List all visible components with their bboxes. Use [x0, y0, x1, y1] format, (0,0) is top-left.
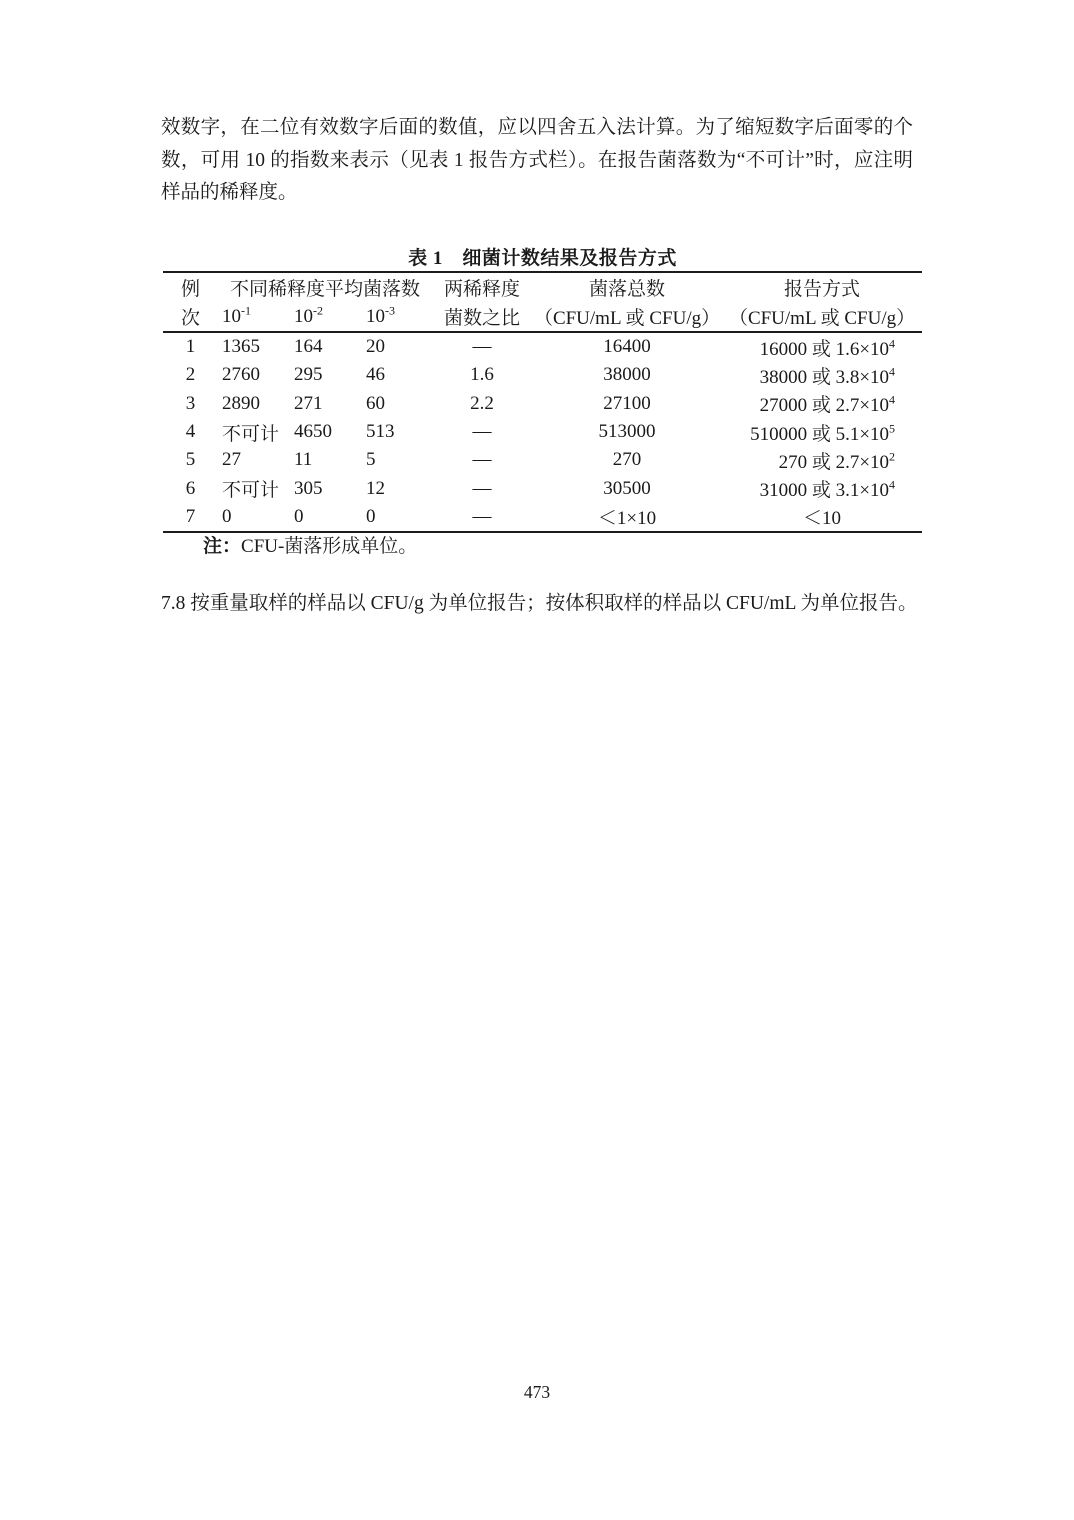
cell-total: 513000 — [598, 421, 656, 443]
cell-total: 270 — [612, 449, 642, 471]
cell-dilution-1: 27 — [222, 449, 241, 471]
header-example-line2: 次 — [163, 302, 218, 332]
cell-total: 30500 — [603, 477, 651, 499]
cell-example-no: 3 — [185, 392, 196, 414]
report-base: 27000 或 2.7×10 — [759, 395, 890, 417]
dilution-2-base: 10 — [294, 305, 313, 327]
header-ratio-line2: 菌数之比 — [432, 302, 532, 332]
dilution-1-base: 10 — [222, 305, 241, 327]
report-exponent: 5 — [889, 421, 896, 436]
note-text: CFU-菌落形成单位。 — [241, 536, 418, 557]
cell-dilution-1: 不可计 — [222, 480, 280, 502]
cell-ratio: — — [432, 503, 532, 532]
cell-total: 16400 — [603, 336, 651, 358]
cell-report — [722, 503, 922, 532]
table-body — [163, 332, 922, 532]
report-base: 270 或 2.7×10 — [778, 451, 890, 473]
header-row-2 — [163, 302, 922, 332]
table-row — [163, 446, 922, 474]
table-row — [163, 418, 922, 446]
cell-dilution-1: 1365 — [222, 336, 260, 358]
cell-report — [722, 418, 922, 446]
cell-dilution-2: 295 — [294, 364, 323, 386]
cell-dilution-3: 20 — [366, 336, 385, 358]
cell-example-no: 7 — [163, 503, 218, 532]
cell-dilution-2: 0 — [290, 503, 362, 532]
cell-dilution-1: 不可计 — [222, 423, 280, 445]
header-ratio-line1: 两稀释度 — [432, 272, 532, 302]
cell-example-no: 1 — [185, 336, 196, 358]
cell-total: 38000 — [603, 364, 651, 386]
cell-report — [722, 446, 922, 474]
cell-example-no: 4 — [185, 421, 196, 443]
dilution-1-exponent: -1 — [241, 303, 251, 318]
header-report-line1: 报告方式 — [722, 272, 922, 302]
table-row — [163, 474, 922, 502]
section-7-8-paragraph: 7.8 按重量取样的样品以 CFU/g 为单位报告；按体积取样的样品以 CFU/mL 为单位报告。 — [161, 593, 918, 614]
cell-dilution-3: 513 — [366, 421, 395, 443]
header-dilution-1 — [218, 302, 290, 332]
header-dilution-2 — [290, 302, 362, 332]
header-total-line2: （CFU/mL 或 CFU/g） — [532, 302, 722, 332]
table-row — [163, 390, 922, 418]
cell-ratio: — — [472, 336, 492, 358]
table-row — [163, 361, 922, 389]
header-example-line1: 例 — [163, 272, 218, 302]
cell-dilution-2: 11 — [294, 449, 313, 471]
header-dilution-3 — [362, 302, 432, 332]
cell-dilution-1: 2890 — [222, 392, 260, 414]
header-dilution-group: 不同稀释度平均菌落数 — [218, 272, 432, 302]
report-base: 510000 或 5.1×10 — [750, 423, 890, 445]
table-row — [163, 332, 922, 361]
report-base: 38000 或 3.8×10 — [759, 366, 890, 388]
dilution-2-exponent: -2 — [313, 303, 323, 318]
cell-total: 27100 — [603, 392, 651, 414]
dilution-3-exponent: -3 — [385, 303, 395, 318]
report-exponent: 4 — [889, 477, 896, 492]
cell-ratio: — — [472, 449, 492, 471]
cell-ratio: — — [472, 421, 492, 443]
cell-dilution-3: 12 — [366, 477, 385, 499]
cell-dilution-2: 164 — [294, 336, 323, 358]
cell-dilution-1: 0 — [218, 503, 290, 532]
intro-paragraph: 效数字，在二位有效数字后面的数值，应以四舍五入法计算。为了缩短数字后面零的个数，可用 10 的指数来表示（见表 1 报告方式栏）。在报告菌落数为“不可计”时，应注明样品的稀释度。 — [161, 117, 913, 204]
note-label: 注： — [203, 536, 242, 557]
table-note — [203, 531, 417, 558]
report-exponent: 2 — [889, 449, 896, 464]
report-exponent: 4 — [889, 392, 896, 407]
header-row-1 — [163, 272, 922, 302]
cell-dilution-2: 4650 — [294, 421, 332, 443]
cell-dilution-3: 60 — [366, 392, 385, 414]
cell-ratio: 2.2 — [470, 392, 494, 414]
cell-dilution-3: 46 — [366, 364, 385, 386]
cell-example-no: 5 — [185, 449, 196, 471]
report-exponent: 4 — [889, 364, 896, 379]
report-exponent: 4 — [889, 336, 896, 351]
cell-total: ＜1×10 — [532, 503, 722, 532]
table-row — [163, 503, 922, 532]
cell-ratio: — — [472, 477, 492, 499]
cell-dilution-2: 271 — [294, 392, 323, 414]
header-total-line1: 菌落总数 — [532, 272, 722, 302]
cell-report — [722, 474, 922, 502]
cell-dilution-3: 5 — [366, 449, 376, 471]
report-base: 16000 或 1.6×10 — [759, 338, 890, 360]
cell-report — [722, 361, 922, 389]
report-base: ＜10 — [803, 508, 842, 530]
cell-dilution-2: 305 — [294, 477, 323, 499]
cell-example-no: 6 — [185, 477, 196, 499]
cell-dilution-1: 2760 — [222, 364, 260, 386]
cell-report — [722, 332, 922, 361]
cell-report — [722, 390, 922, 418]
cell-ratio: 1.6 — [470, 364, 494, 386]
results-table — [163, 271, 922, 533]
page-number: 473 — [523, 1382, 551, 1402]
table-header — [163, 272, 922, 332]
cell-example-no: 2 — [185, 364, 196, 386]
header-report-line2: （CFU/mL 或 CFU/g） — [722, 302, 922, 332]
dilution-3-base: 10 — [366, 305, 385, 327]
table-caption: 表 1 细菌计数结果及报告方式 — [408, 248, 677, 269]
cell-dilution-3: 0 — [362, 503, 432, 532]
report-base: 31000 或 3.1×10 — [759, 480, 890, 502]
